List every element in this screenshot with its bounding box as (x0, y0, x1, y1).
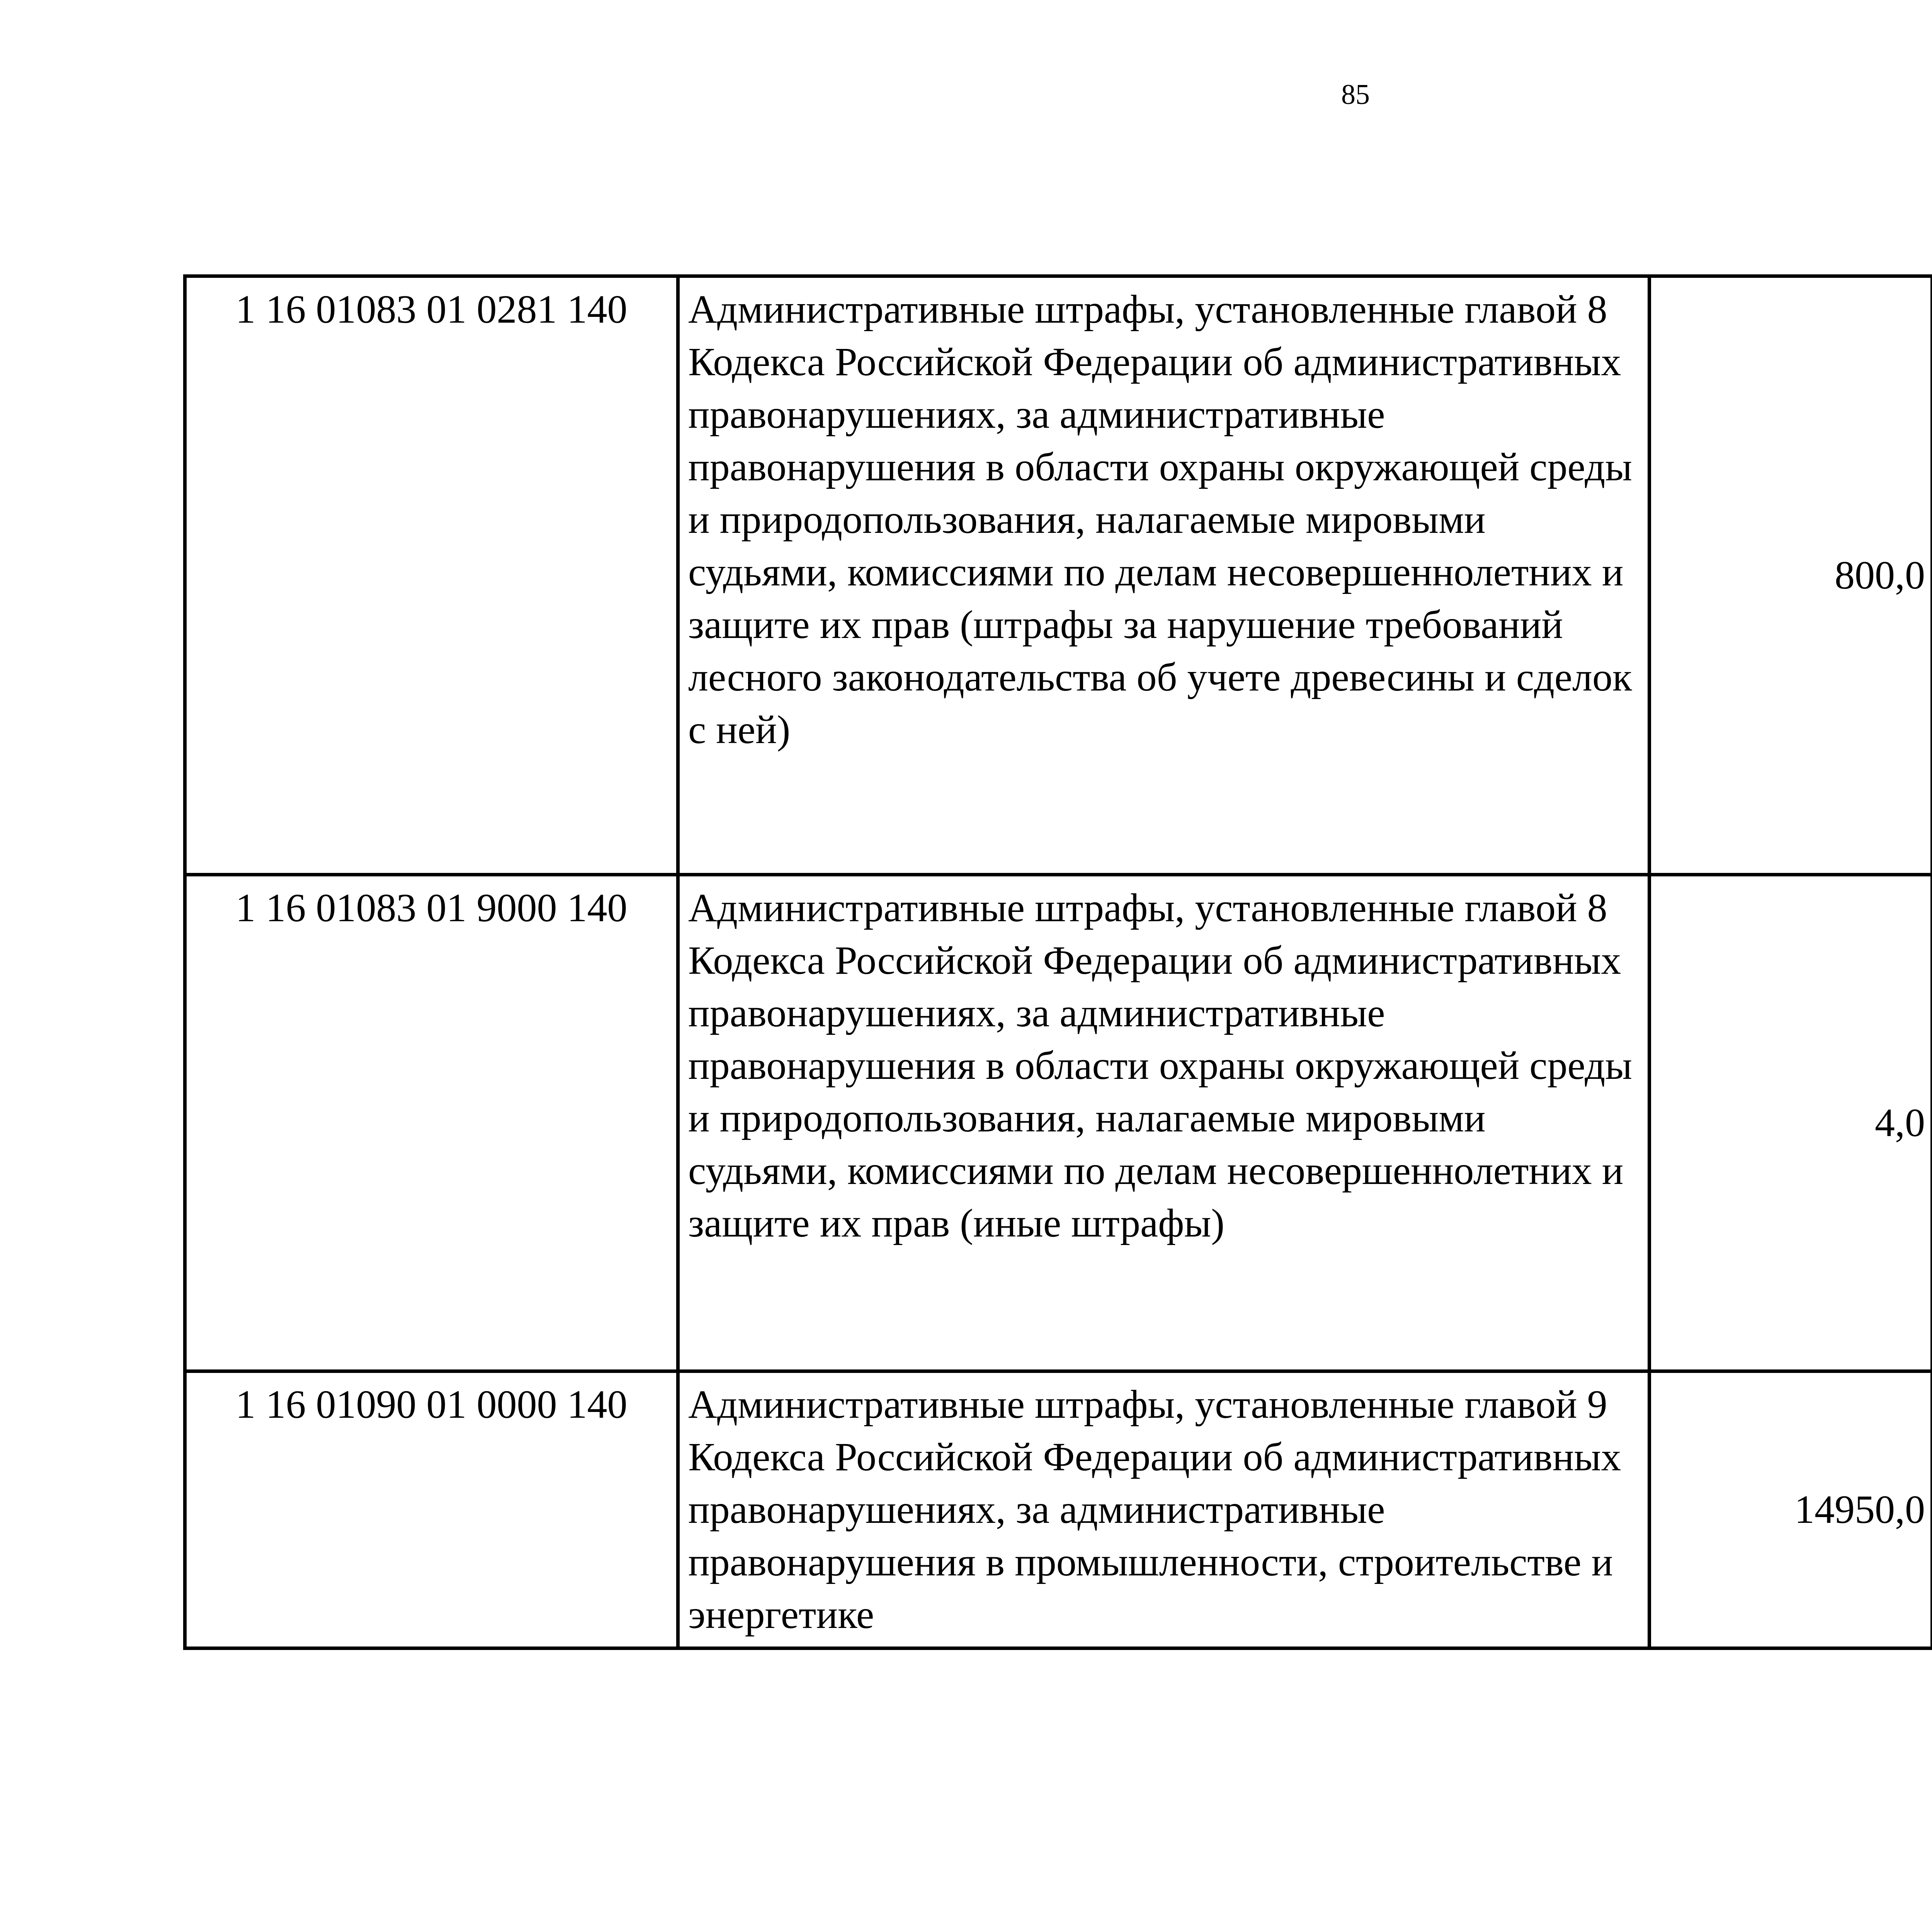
income-description-cell: Административные штрафы, установленные главой 8 Кодекса Российской Федерации об административных правонарушениях, за административные правонарушения в области охраны окружающей среды и природопользования, налагаемые мировыми судьями, комиссиями по делам несовершеннолетних и защите их прав (штрафы за нарушение требований лесного законодательства об учете древесины и сделок с ней) (678, 276, 1650, 875)
income-description-cell: Административные штрафы, установленные главой 8 Кодекса Российской Федерации об административных правонарушениях, за административные правонарушения в области охраны окружающей среды и природопользования, налагаемые мировыми судьями, комиссиями по делам несовершеннолетних и защите их прав (иные штрафы) (678, 875, 1650, 1371)
amount-year-1-cell: 14950,0 (1650, 1371, 1932, 1648)
income-code-cell: 1 16 01083 01 0281 140 (185, 276, 678, 875)
budget-table (183, 274, 1932, 1650)
table-row (185, 1371, 1932, 1648)
amount-year-1-cell: 4,0 (1650, 875, 1932, 1371)
table-row (185, 875, 1932, 1371)
table-row (185, 276, 1932, 875)
income-code-cell: 1 16 01083 01 9000 140 (185, 875, 678, 1371)
income-description-cell: Административные штрафы, установленные главой 9 Кодекса Российской Федерации об административных правонарушениях, за административные правонарушения в промышленности, строительстве и энергетике (678, 1371, 1650, 1648)
income-code-cell: 1 16 01090 01 0000 140 (185, 1371, 678, 1648)
page-number: 85 (1341, 79, 1370, 111)
amount-year-1-cell: 800,0 (1650, 276, 1932, 875)
